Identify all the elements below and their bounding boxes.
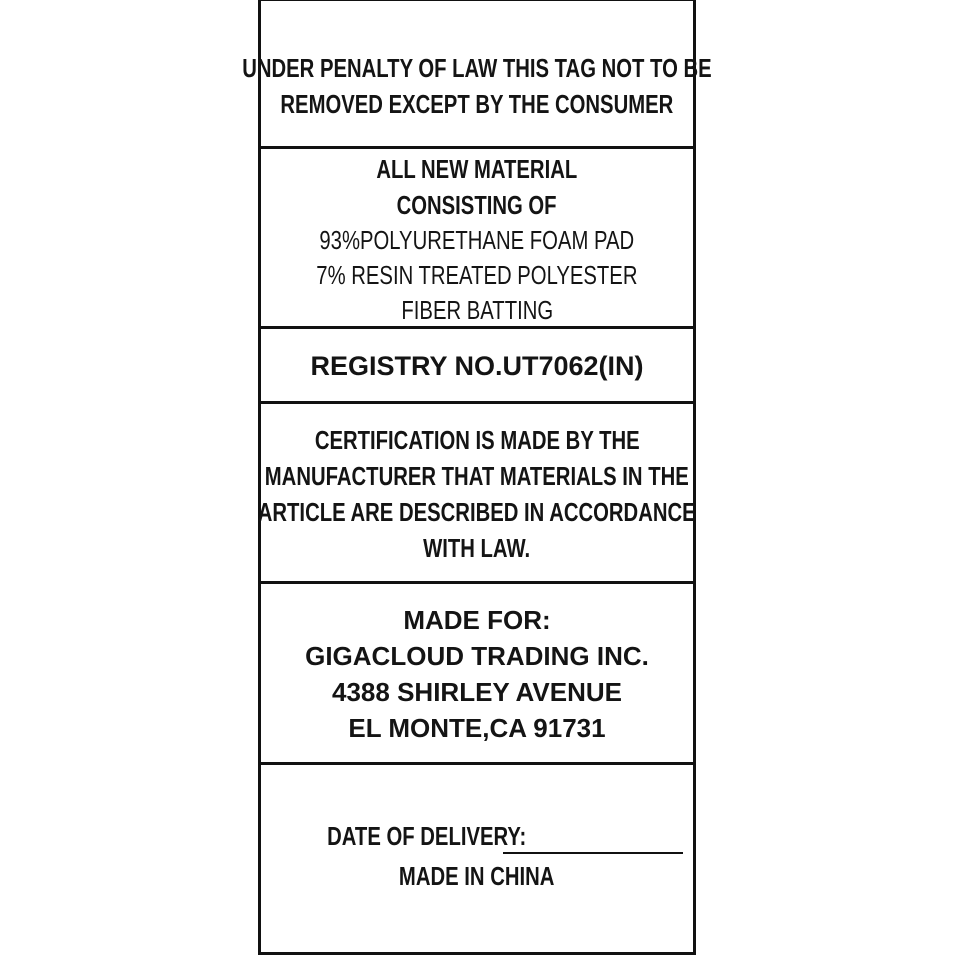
law-tag [242,0,712,955]
warning-line-2: REMOVED EXCEPT BY THE CONSUMER [280,89,674,119]
date-of-delivery-row [271,818,682,854]
made-for-section [261,584,693,764]
warning-line-1: UNDER PENALTY OF LAW THIS TAG NOT TO BE [242,53,712,83]
certification-line-2: MANUFACTURER THAT MATERIALS IN THE [265,461,689,491]
material-line-2: 7% RESIN TREATED POLYESTER [316,259,638,290]
certification-line-4: WITH LAW. [423,533,531,563]
contents-heading-line-2: CONSISTING OF [397,189,557,220]
made-in-label: MADE IN CHINA [399,861,555,891]
street-address: 4388 SHIRLEY AVENUE [332,677,622,707]
material-line-3: FIBER BATTING [401,294,553,325]
material-line-1: 93%POLYURETHANE FOAM PAD [319,224,635,255]
date-of-delivery-label: DATE OF DELIVERY: [327,821,527,851]
warning-section [242,1,712,149]
registry-section [261,329,693,403]
city-address: EL MONTE,CA 91731 [348,713,606,743]
certification-line-1: CERTIFICATION IS MADE BY THE [314,425,640,455]
contents-section [261,149,693,329]
certification-section [258,404,696,584]
delivery-section [261,765,693,955]
certification-line-3: ARTICLE ARE DESCRIBED IN ACCORDANCE [258,497,696,527]
company-name: GIGACLOUD TRADING INC. [305,641,649,671]
contents-heading-line-1: ALL NEW MATERIAL [376,153,578,184]
registry-number: REGISTRY NO.UT7062(IN) [310,351,644,381]
date-of-delivery-blank [503,824,683,854]
made-for-label: MADE FOR: [403,605,551,635]
